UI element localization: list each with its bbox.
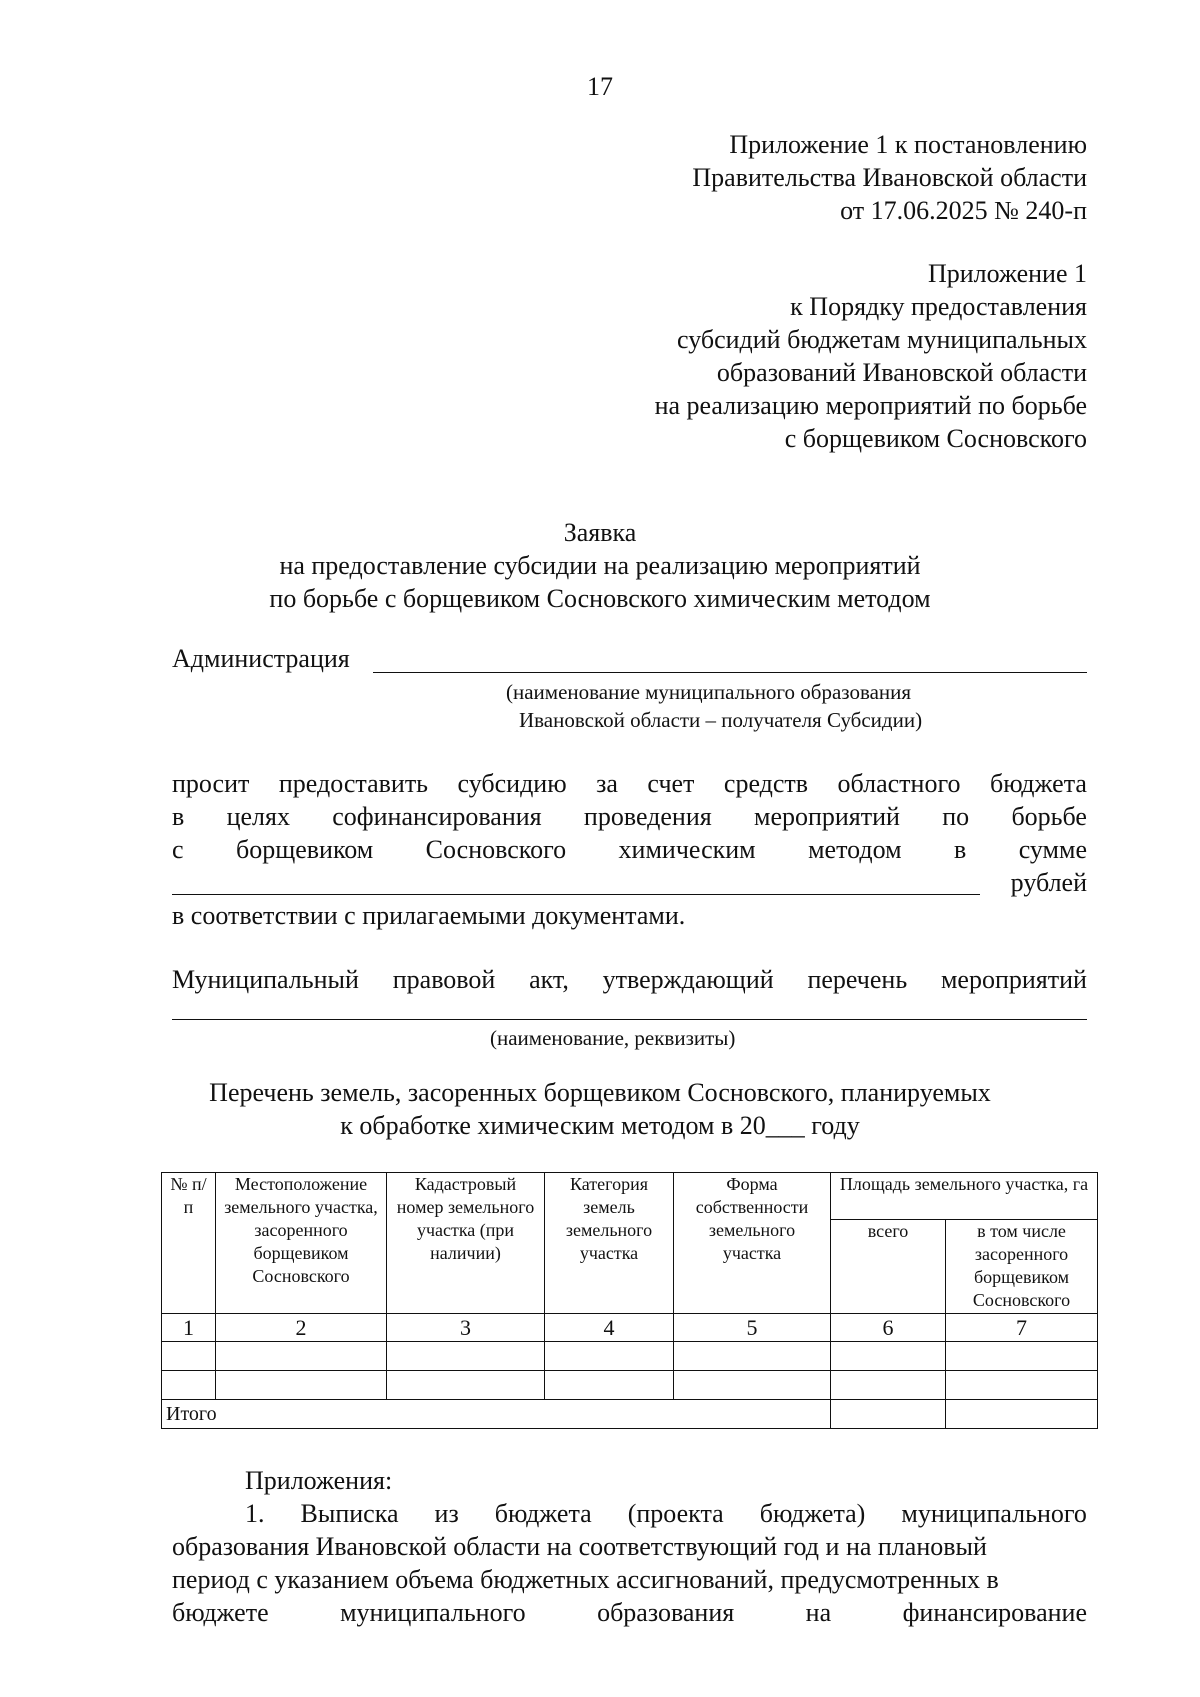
land-list-title: [0, 1076, 1200, 1142]
appendix-to-procedure-header: [655, 257, 1087, 455]
total-cell[interactable]: [831, 1400, 946, 1429]
land-table: [161, 1172, 1098, 1429]
attachment-item-1-line-3: период с указанием объема бюджетных ассигнований, предусмотренных в: [172, 1565, 999, 1594]
header-category: Категория земель земельного участка: [545, 1173, 674, 1314]
header-line: от 17.06.2025 № 240-п: [840, 196, 1087, 225]
header-area-total: всего: [831, 1220, 946, 1314]
total-cell[interactable]: [946, 1400, 1098, 1429]
list-title-line: к обработке химическим методом в 20___ году: [340, 1111, 860, 1140]
title-heading: Заявка: [563, 518, 637, 547]
attachment-item-1-line-4: бюджете муниципального образования на финансирование: [172, 1598, 1087, 1627]
table-row: [162, 1342, 1098, 1371]
table-cell[interactable]: [674, 1342, 831, 1371]
column-number: 3: [387, 1314, 545, 1342]
header-num: № п/п: [162, 1173, 216, 1314]
total-label: Итого: [162, 1400, 831, 1429]
table-row: [162, 1371, 1098, 1400]
request-line-3: с борщевиком Сосновского химическим методом в сумме: [172, 835, 1087, 864]
attachment-item-1-line-1: 1. Выписка из бюджета (проекта бюджета) муниципального: [245, 1499, 1087, 1528]
title-line: по борьбе с борщевиком Сосновского химическим методом: [269, 584, 931, 613]
attachment-item-1-line-2: образования Ивановской области на соответствующий год и на плановый: [172, 1532, 987, 1561]
table-cell[interactable]: [831, 1342, 946, 1371]
header-ownership: Форма собственности земельного участка: [674, 1173, 831, 1314]
document-title: [0, 516, 1200, 615]
column-number: 1: [162, 1314, 216, 1342]
amount-blank-line[interactable]: [172, 894, 980, 895]
table-cell[interactable]: [216, 1342, 387, 1371]
header-line: субсидий бюджетам муниципальных: [677, 325, 1087, 354]
table-cell[interactable]: [162, 1342, 216, 1371]
table-cell[interactable]: [545, 1371, 674, 1400]
table-cell[interactable]: [387, 1371, 545, 1400]
table-cell[interactable]: [831, 1371, 946, 1400]
table-cell[interactable]: [946, 1342, 1098, 1371]
header-cadastral: Кадастровый номер земельного участка (при наличии): [387, 1173, 545, 1314]
header-line: к Порядку предоставления: [790, 292, 1087, 321]
column-number: 2: [216, 1314, 387, 1342]
attachments-heading: Приложения:: [245, 1466, 393, 1495]
page-number: 17: [587, 72, 613, 101]
column-number: 7: [946, 1314, 1098, 1342]
administration-hint-line2: Ивановской области – получателя Субсидии): [519, 708, 923, 732]
header-line: Приложение 1: [927, 259, 1087, 288]
header-area-group: Площадь земельного участка, га: [831, 1173, 1098, 1220]
table-cell[interactable]: [545, 1342, 674, 1371]
legal-act-line: Муниципальный правовой акт, утверждающий перечень мероприятий: [172, 965, 1087, 994]
column-number: 4: [545, 1314, 674, 1342]
administration-hint-line1: (наименование муниципального образования: [506, 680, 912, 704]
administration-label: Администрация: [172, 644, 350, 673]
legal-act-blank-line[interactable]: [172, 1019, 1087, 1020]
header-area-infested: в том числе засоренного борщевиком Сосновского: [946, 1220, 1098, 1314]
header-line: Приложение 1 к постановлению: [729, 130, 1087, 159]
column-number: 6: [831, 1314, 946, 1342]
header-location: Местоположение земельного участка, засоренного борщевиком Сосновского: [216, 1173, 387, 1314]
table-cell[interactable]: [216, 1371, 387, 1400]
header-line: на реализацию мероприятий по борьбе: [654, 391, 1087, 420]
table-cell[interactable]: [946, 1371, 1098, 1400]
header-line: с борщевиком Сосновского: [784, 424, 1087, 453]
table-cell[interactable]: [162, 1371, 216, 1400]
administration-blank-line[interactable]: [373, 672, 1087, 673]
currency-label: рублей: [1010, 868, 1087, 897]
total-row: [162, 1400, 1098, 1429]
title-line: на предоставление субсидии на реализацию мероприятий: [279, 551, 921, 580]
request-line-2: в целях софинансирования проведения мероприятий по борьбе: [172, 802, 1087, 831]
table-cell[interactable]: [387, 1342, 545, 1371]
appendix-to-resolution-header: [692, 128, 1087, 227]
legal-act-hint: (наименование, реквизиты): [490, 1026, 736, 1050]
header-line: Правительства Ивановской области: [692, 163, 1087, 192]
table-cell[interactable]: [674, 1371, 831, 1400]
list-title-line: Перечень земель, засоренных борщевиком Сосновского, планируемых: [209, 1078, 991, 1107]
header-line: образований Ивановской области: [716, 358, 1087, 387]
request-line-5: в соответствии с прилагаемыми документами.: [172, 901, 686, 930]
column-number: 5: [674, 1314, 831, 1342]
request-paragraph: [172, 767, 1087, 866]
request-line-1: просит предоставить субсидию за счет средств областного бюджета: [172, 769, 1087, 798]
